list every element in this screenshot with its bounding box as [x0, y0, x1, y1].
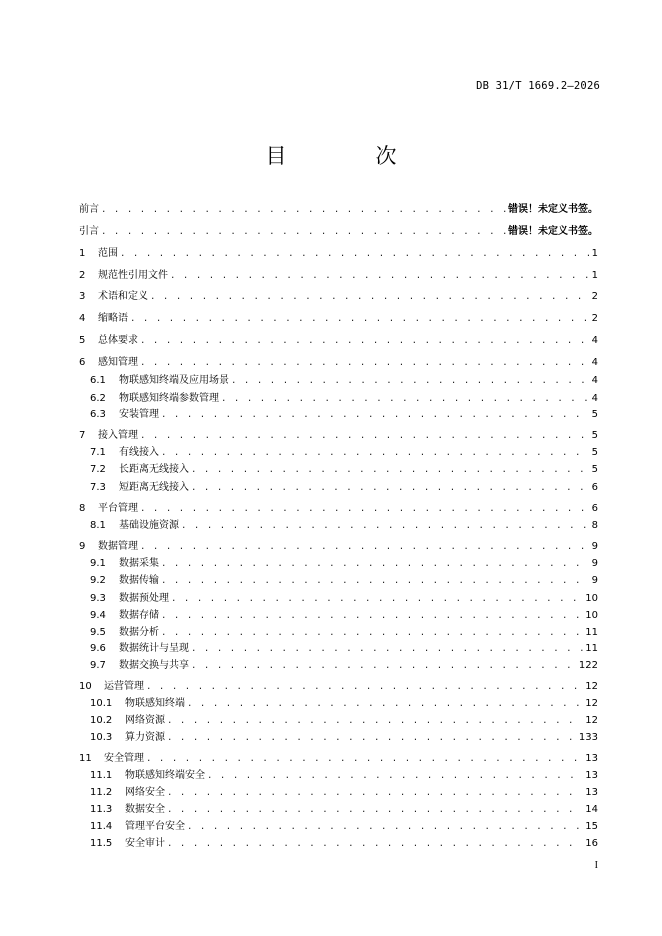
toc-entry-page: 5 [591, 464, 598, 475]
toc-dot-leader [130, 312, 590, 326]
toc-entry-page: 122 [578, 660, 598, 671]
toc-entry[interactable] [79, 752, 598, 766]
toc-entry-number: 9.5 [90, 627, 106, 638]
toc-entry-page: 1 [591, 248, 598, 259]
toc-dot-leader [161, 446, 590, 460]
toc-entry-label: 数据安全 [125, 804, 165, 815]
toc-dot-leader [161, 557, 590, 571]
toc-entry-label: 数据传输 [119, 575, 159, 586]
toc-entry-number: 3 [79, 291, 86, 302]
toc-dot-leader [140, 429, 590, 443]
toc-entry-label: 安全管理 [104, 753, 144, 764]
toc-entry-number: 10.3 [90, 732, 113, 743]
toc-dot-leader [231, 374, 590, 388]
toc-dot-leader [167, 731, 577, 745]
toc-entry-number: 9.2 [90, 575, 106, 586]
toc-entry-number: 10.2 [90, 715, 113, 726]
toc-entry[interactable] [79, 429, 598, 443]
toc-entry-number: 11.4 [90, 821, 113, 832]
toc-entry[interactable] [79, 356, 598, 370]
toc-entry[interactable] [90, 592, 598, 606]
toc-entry-label: 运营管理 [104, 681, 144, 692]
toc-dot-leader [187, 820, 583, 834]
toc-entry[interactable] [90, 820, 598, 834]
toc-entry-page: 9 [591, 541, 598, 552]
toc-entry-page: 13 [585, 753, 598, 764]
toc-entry-number: 1 [79, 248, 86, 259]
toc-entry[interactable] [90, 714, 598, 728]
toc-entry-page: 1 [591, 270, 598, 281]
toc-entry-page: 9 [591, 575, 598, 586]
toc-entry-number: 8 [79, 503, 86, 514]
toc-entry-page: 8 [591, 520, 598, 531]
page-number: I [594, 860, 598, 871]
toc-entry-label: 安全审计 [125, 838, 165, 849]
toc-entry-number: 9.3 [90, 593, 106, 604]
toc-dot-leader [167, 786, 583, 800]
toc-entry-number: 11.5 [90, 838, 113, 849]
toc-entry[interactable] [90, 786, 598, 800]
toc-entry-page: 6 [591, 482, 598, 493]
toc-entry-label: 范围 [98, 248, 118, 259]
toc-dot-leader [101, 225, 506, 239]
toc-entry[interactable] [90, 731, 598, 745]
toc-entry[interactable] [90, 446, 598, 460]
toc-entry-page: 4 [591, 335, 598, 346]
toc-entry-number: 2 [79, 270, 86, 281]
toc-entry-number: 5 [79, 335, 86, 346]
toc-dot-leader [140, 334, 590, 348]
toc-entry-number: 9 [79, 541, 86, 552]
toc-entry[interactable] [79, 269, 598, 283]
toc-entry-page: 5 [591, 430, 598, 441]
toc-entry[interactable] [90, 557, 598, 571]
toc-entry[interactable] [90, 481, 598, 495]
toc-entry[interactable] [79, 247, 598, 261]
toc-dot-leader [171, 592, 583, 606]
toc-entry-number: 9.6 [90, 643, 106, 654]
toc-dot-leader [191, 642, 583, 656]
toc-entry-page: 16 [585, 838, 598, 849]
toc-entry-page: 12 [585, 681, 598, 692]
toc-entry-number: 10 [79, 681, 92, 692]
toc-dot-leader [181, 519, 590, 533]
toc-entry-page: 4 [591, 393, 598, 404]
toc-entry[interactable] [79, 225, 598, 239]
toc-entry-label: 接入管理 [98, 430, 138, 441]
toc-entry[interactable] [90, 769, 598, 783]
toc-entry-number: 4 [79, 313, 86, 324]
toc-entry-number: 11.2 [90, 787, 113, 798]
toc-dot-leader [207, 769, 583, 783]
toc-dot-leader [191, 481, 590, 495]
toc-entry-label: 物联感知终端 [125, 698, 185, 709]
toc-dot-leader [140, 356, 590, 370]
toc-entry-page: 12 [585, 698, 598, 709]
toc-dot-leader [161, 408, 590, 422]
toc-dot-leader [140, 502, 590, 516]
toc-entry-page: 13 [585, 770, 598, 781]
toc-entry[interactable] [90, 803, 598, 817]
toc-entry-number: 6.1 [90, 375, 106, 386]
toc-entry-label: 缩略语 [98, 313, 128, 324]
toc-entry-page: 12 [585, 715, 598, 726]
toc-entry-page: 5 [591, 447, 598, 458]
toc-entry[interactable] [79, 312, 598, 326]
toc-entry[interactable] [79, 502, 598, 516]
toc-entry-label: 物联感知终端参数管理 [119, 393, 219, 404]
toc-entry-label: 数据统计与呈现 [119, 643, 189, 654]
toc-entry[interactable] [90, 574, 598, 588]
toc-entry-number: 9.1 [90, 558, 106, 569]
toc-dot-leader [167, 714, 583, 728]
toc-entry-page: 5 [591, 409, 598, 420]
toc-entry-label: 前言 [79, 204, 99, 215]
toc-entry-page: 错误！未定义书签。 [508, 204, 598, 215]
toc-entry-label: 网络安全 [125, 787, 165, 798]
toc-entry-label: 管理平台安全 [125, 821, 185, 832]
toc-entry-label: 引言 [79, 226, 99, 237]
toc-entry[interactable] [79, 203, 598, 217]
toc-dot-leader [146, 680, 583, 694]
toc-entry[interactable] [90, 626, 598, 640]
toc-entry-page: 11 [585, 627, 598, 638]
toc-entry-number: 9.7 [90, 660, 106, 671]
toc-entry-page: 4 [591, 375, 598, 386]
toc-entry-label: 安装管理 [119, 409, 159, 420]
toc-entry-number: 10.1 [90, 698, 113, 709]
toc-dot-leader [187, 697, 583, 711]
toc-entry-label: 数据交换与共享 [119, 660, 189, 671]
toc-entry[interactable] [79, 540, 598, 554]
toc-entry-label: 网络资源 [125, 715, 165, 726]
toc-entry-label: 数据管理 [98, 541, 138, 552]
toc-entry-page: 133 [578, 732, 598, 743]
toc-entry-number: 11.1 [90, 770, 113, 781]
toc-entry-number: 7.2 [90, 464, 106, 475]
toc-dot-leader [140, 540, 590, 554]
toc-entry-page: 14 [585, 804, 598, 815]
toc-entry[interactable] [79, 334, 598, 348]
toc-entry-label: 算力资源 [125, 732, 165, 743]
toc-entry[interactable] [90, 408, 598, 422]
toc-entry-label: 平台管理 [98, 503, 138, 514]
toc-entry-label: 有线接入 [119, 447, 159, 458]
toc-dot-leader [161, 626, 583, 640]
toc-entry[interactable] [79, 680, 598, 694]
toc-entry[interactable] [90, 374, 598, 388]
toc-entry-page: 错误！未定义书签。 [508, 226, 598, 237]
toc-entry-page: 13 [585, 787, 598, 798]
toc-entry-label: 长距离无线接入 [119, 464, 189, 475]
toc-dot-leader [170, 269, 590, 283]
toc-entry[interactable] [90, 837, 598, 851]
toc-entry-page: 4 [591, 357, 598, 368]
toc-entry-label: 物联感知终端安全 [125, 770, 205, 781]
toc-dot-leader [167, 837, 583, 851]
toc-entry-label: 物联感知终端及应用场景 [119, 375, 229, 386]
toc-entry-page: 2 [591, 291, 598, 302]
toc-dot-leader [161, 609, 583, 623]
toc-dot-leader [120, 247, 590, 261]
toc-entry-page: 2 [591, 313, 598, 324]
toc-dot-leader [146, 752, 583, 766]
toc-entry-label: 术语和定义 [98, 291, 148, 302]
toc-dot-leader [101, 203, 506, 217]
toc-entry-number: 7 [79, 430, 86, 441]
toc-entry-number: 6.2 [90, 393, 106, 404]
toc-entry-label: 数据采集 [119, 558, 159, 569]
toc-entry[interactable] [90, 463, 598, 477]
toc-entry-page: 11 [585, 643, 598, 654]
toc-entry-number: 11 [79, 753, 92, 764]
toc-entry[interactable] [90, 392, 598, 406]
toc-entry[interactable] [90, 642, 598, 656]
toc-entry-page: 9 [591, 558, 598, 569]
toc-entry-label: 数据分析 [119, 627, 159, 638]
document-code: DB 31/T 1669.2—2026 [476, 80, 600, 92]
toc-entry[interactable] [90, 697, 598, 711]
toc-entry-number: 7.1 [90, 447, 106, 458]
toc-entry-page: 6 [591, 503, 598, 514]
toc-entry-number: 6 [79, 357, 86, 368]
toc-dot-leader [150, 290, 590, 304]
toc-entry-number: 7.3 [90, 482, 106, 493]
toc-entry-number: 6.3 [90, 409, 106, 420]
toc-entry-label: 基础设施资源 [119, 520, 179, 531]
toc-entry[interactable] [90, 609, 598, 623]
toc-dot-leader [161, 574, 590, 588]
toc-title: 目 次 [265, 144, 431, 168]
toc-entry-number: 9.4 [90, 610, 106, 621]
toc-dot-leader [191, 463, 590, 477]
toc-entry[interactable] [90, 519, 598, 533]
toc-entry-label: 短距离无线接入 [119, 482, 189, 493]
toc-entry-page: 15 [585, 821, 598, 832]
toc-entry[interactable] [90, 659, 598, 673]
toc-entry[interactable] [79, 290, 598, 304]
toc-entry-label: 数据存储 [119, 610, 159, 621]
toc-entry-label: 规范性引用文件 [98, 270, 168, 281]
toc-entry-label: 总体要求 [98, 335, 138, 346]
toc-entry-page: 10 [585, 610, 598, 621]
toc-entry-number: 8.1 [90, 520, 106, 531]
toc-entry-number: 11.3 [90, 804, 113, 815]
toc-dot-leader [221, 392, 590, 406]
toc-dot-leader [167, 803, 583, 817]
toc-entry-label: 感知管理 [98, 357, 138, 368]
toc-dot-leader [191, 659, 577, 673]
toc-entry-page: 10 [585, 593, 598, 604]
toc-entry-label: 数据预处理 [119, 593, 169, 604]
